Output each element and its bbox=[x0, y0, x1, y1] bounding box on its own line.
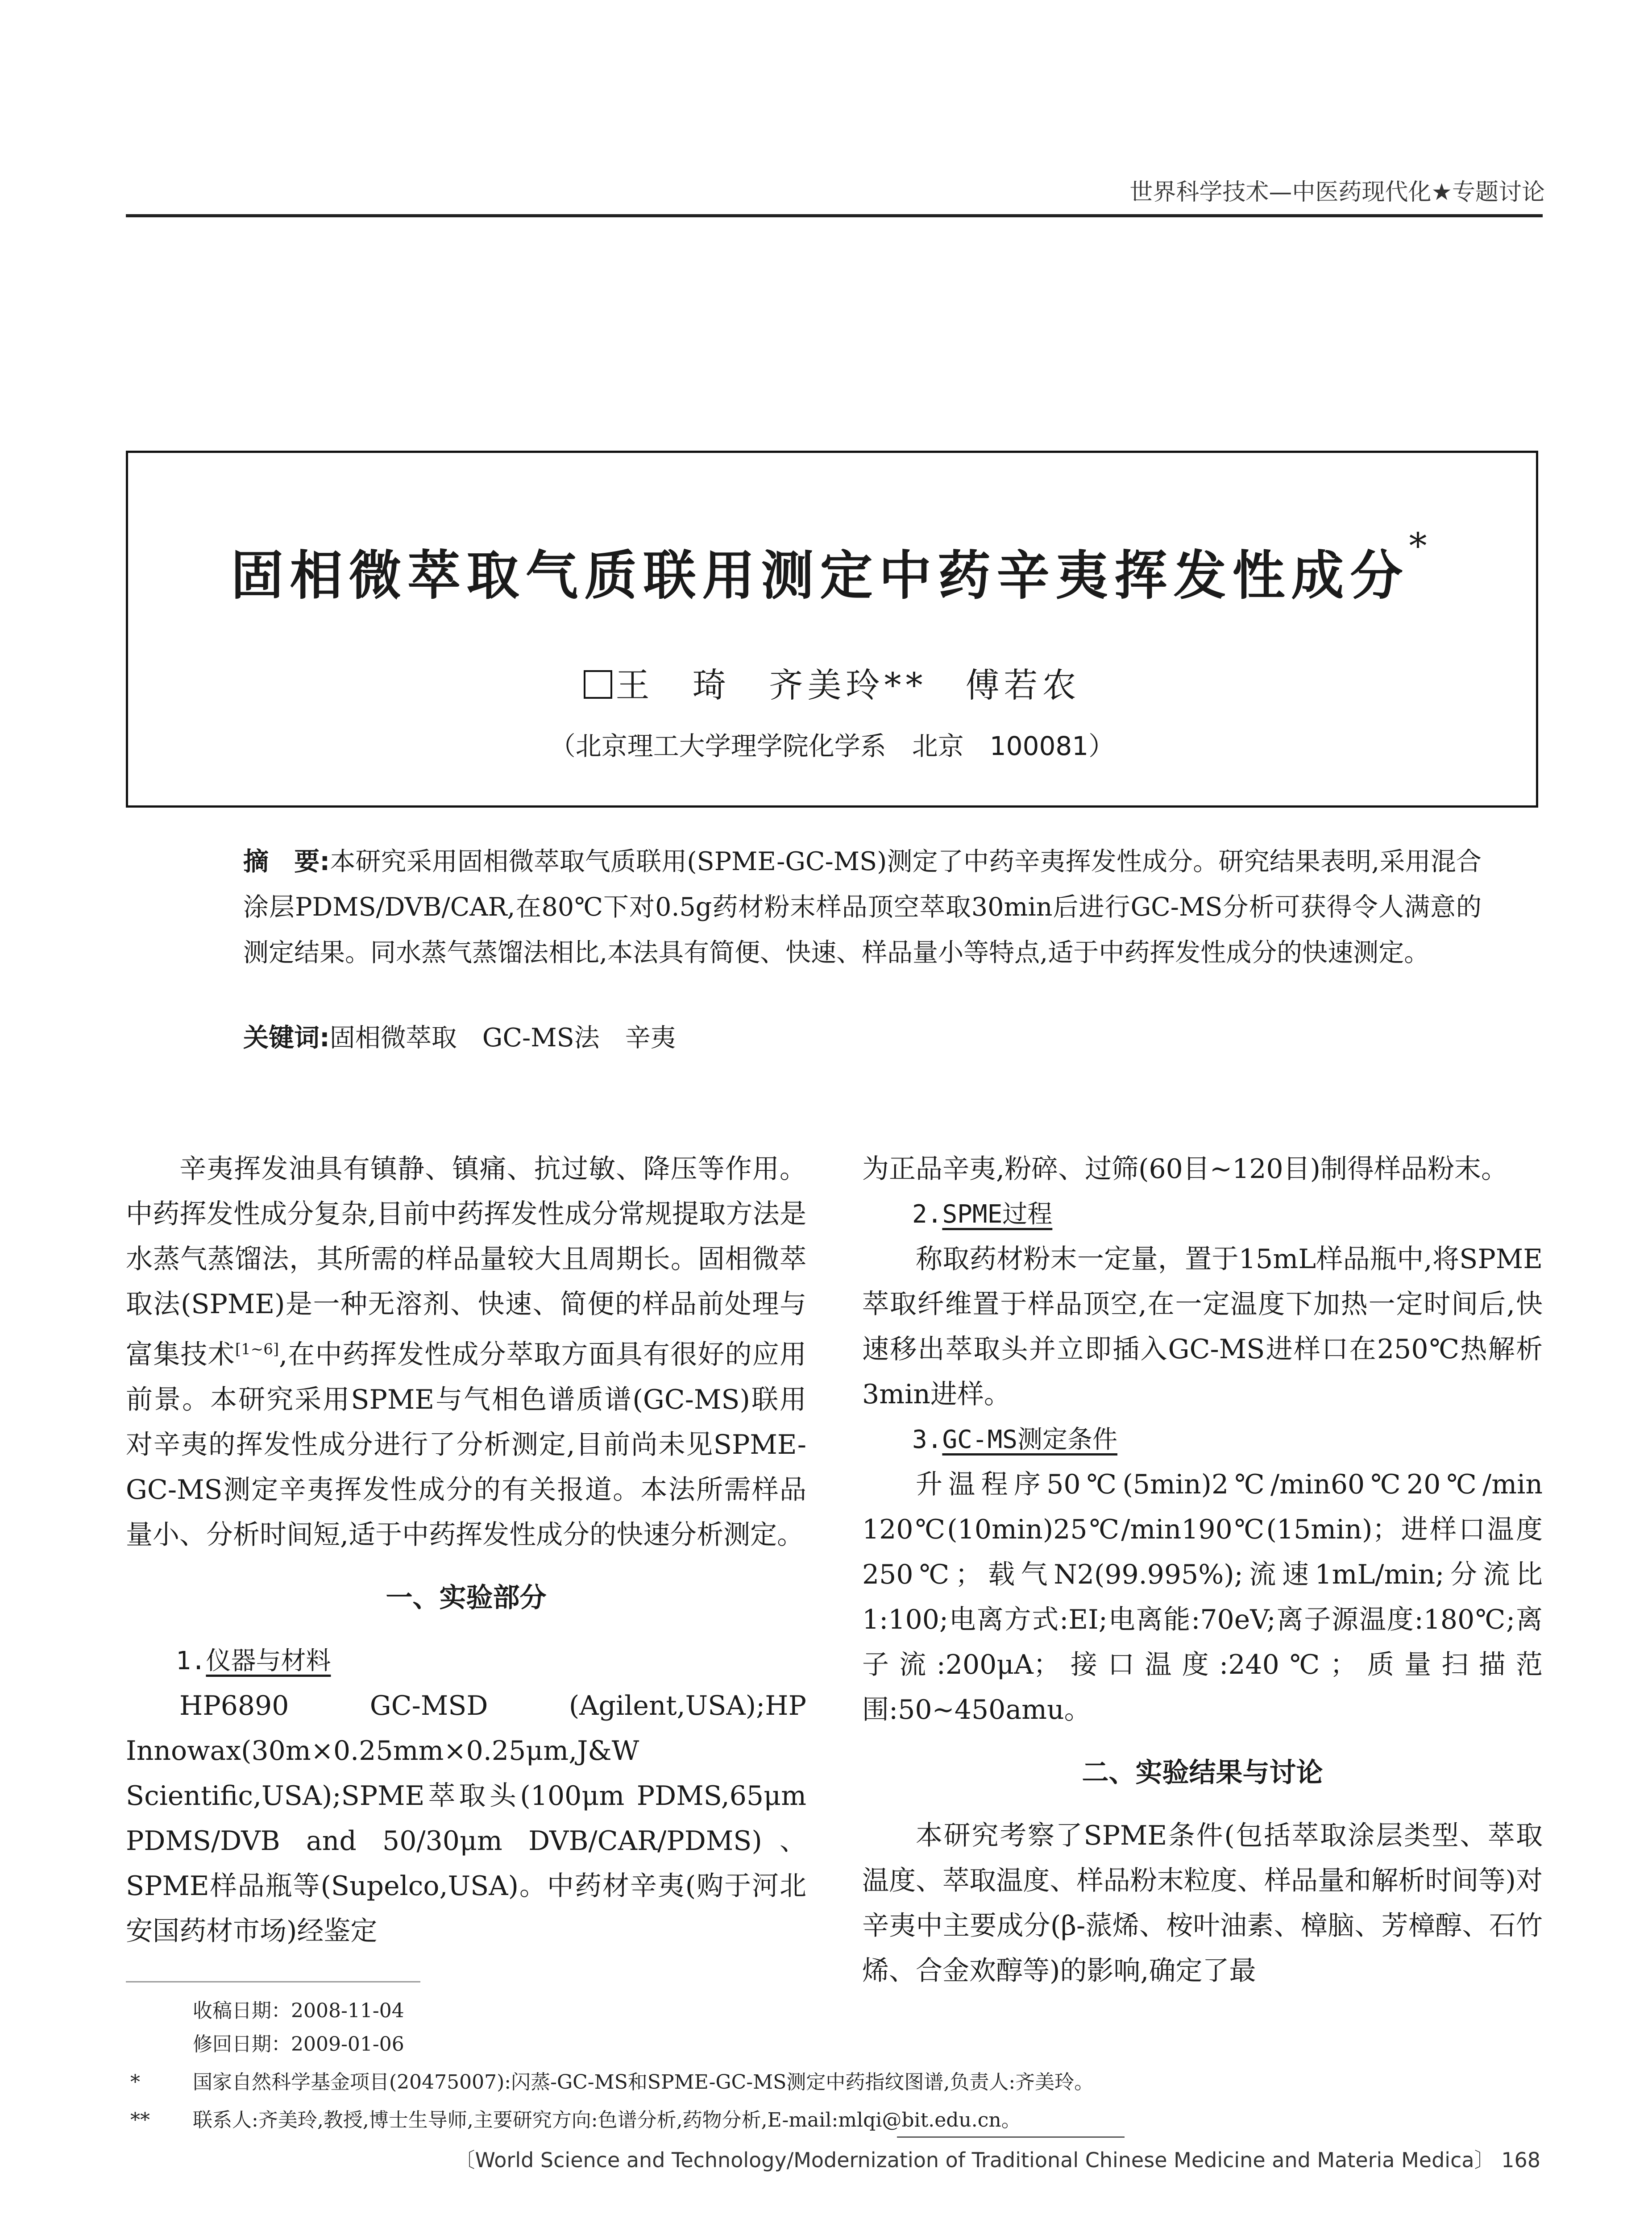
left-column bbox=[126, 1147, 806, 1954]
footnote-text: 联系人:齐美玲,教授,博士生导师,主要研究方向:色谱分析,药物分析,E-mail:mlqi@bit.edu.cn。 bbox=[193, 2109, 1021, 2131]
results-paragraph: 本研究考察了SPME条件(包括萃取涂层类型、萃取温度、萃取温度、样品粉末粒度、样品量和解析时间等)对辛夷中主要成分(β-蒎烯、桉叶油素、樟脑、芳樟醇、石竹烯、合金欢醇等)的影响,确定了最 bbox=[862, 1820, 1543, 1986]
footer-rule bbox=[897, 2136, 1125, 2138]
footnote-mark: * bbox=[130, 2071, 140, 2094]
spme-paragraph: 称取药材粉末一定量，置于15mL样品瓶中,将SPME萃取纤维置于样品顶空,在一定温度下加热一定时间后,快速移出萃取头并立即插入GC-MS进样口在250℃热解析3min进样。 bbox=[862, 1244, 1543, 1410]
footnote-rule bbox=[126, 1981, 420, 1982]
subsection-num: 1. bbox=[176, 1646, 206, 1675]
intro-text-a: 辛夷挥发油具有镇静、镇痛、抗过敏、降压等作用。中药挥发性成分复杂,目前中药挥发性成分常规提取方法是水蒸气蒸馏法，其所需的样品量较大且周期长。固相微萃取法(SPME)是一种无溶剂、快速、简便的样品前处理与富集技术 bbox=[126, 1153, 806, 1370]
keywords-label: 关键词: bbox=[243, 1023, 330, 1053]
authors bbox=[126, 658, 1538, 707]
subsection-title: 仪器与材料 bbox=[206, 1646, 331, 1675]
received-date: 收稿日期：2008-11-04 bbox=[193, 1999, 404, 2022]
revised-date: 修回日期：2009-01-06 bbox=[193, 2033, 404, 2056]
section-heading-experimental: 一、实验部分 bbox=[386, 1582, 547, 1613]
subsection-num: 3. bbox=[912, 1425, 942, 1454]
footnote-funding bbox=[130, 2066, 1094, 2094]
keywords-text: 固相微萃取 GC-MS法 辛夷 bbox=[329, 1023, 676, 1053]
instruments-paragraph: HP6890 GC-MSD (Agilent,USA);HP Innowax(30m×0.25mm×0.25μm,J&W Scientific,USA);SPME萃取头(100μm PDMS,65μm PDMS/DVB and 50/30μm DVB/CAR/PDMS)、SPME样品瓶等(Supelco,USA)。中药材辛夷(购于河北安国药材市场)经鉴定 bbox=[126, 1690, 806, 1947]
subsection-instruments bbox=[126, 1638, 806, 1684]
header-rule bbox=[126, 214, 1543, 217]
footnote-mark: ** bbox=[130, 2109, 150, 2131]
right-column bbox=[862, 1147, 1543, 1994]
gcms-paragraph: 升温程序50℃(5min)2℃/min60℃20℃/min 120℃(10min)25℃/min190℃(15min)；进样口温度250℃；载气N2(99.995%);流速1mL/min;分流比1:100;电离方式:EI;电离能:70eV;离子源温度:180℃;离子流:200μA；接口温度:240℃；质量扫描范围:50~450amu。 bbox=[862, 1469, 1543, 1725]
materials-continued: 为正品辛夷,粉碎、过筛(60目~120目)制得样品粉末。 bbox=[862, 1153, 1508, 1185]
page-footer: 〔World Science and Technology/Modernization of Traditional Chinese Medicine and Materia Medica〕 168 bbox=[454, 2148, 1540, 2172]
subsection-title: SPME过程 bbox=[942, 1200, 1053, 1229]
section-heading-results: 二、实验结果与讨论 bbox=[1082, 1757, 1323, 1788]
journal-header: 世界科学技术—中医药现代化★专题讨论 bbox=[1129, 179, 1545, 206]
intro-paragraph bbox=[126, 1147, 806, 1558]
paper-title bbox=[126, 525, 1538, 609]
abstract-label: 摘 要: bbox=[243, 847, 330, 876]
title-text: 固相微萃取气质联用测定中药辛夷挥发性成分 bbox=[231, 544, 1409, 606]
subsection-gcms bbox=[862, 1417, 1543, 1462]
author-names: 王 琦 齐美玲** 傅若农 bbox=[615, 665, 1081, 705]
affiliation: （北京理工大学理学院化学系 北京 100081） bbox=[549, 731, 1115, 761]
footnote-contact bbox=[130, 2104, 1021, 2132]
author-box-icon bbox=[584, 670, 612, 699]
abstract-text: 本研究采用固相微萃取气质联用(SPME-GC-MS)测定了中药辛夷挥发性成分。研究结果表明,采用混合涂层PDMS/DVB/CAR,在80℃下对0.5g药材粉末样品顶空萃取30min后进行GC-MS分析可获得令人满意的测定结果。同水蒸气蒸馏法相比,本法具有简便、快速、样品量小等特点,适于中药挥发性成分的快速测定。 bbox=[243, 847, 1482, 967]
subsection-spme bbox=[862, 1192, 1543, 1237]
title-footnote-mark: * bbox=[1409, 525, 1433, 567]
citation: [1~6] bbox=[235, 1340, 279, 1358]
subsection-title: GC-MS测定条件 bbox=[942, 1425, 1118, 1454]
subsection-num: 2. bbox=[912, 1200, 942, 1229]
keywords bbox=[243, 1017, 676, 1054]
abstract bbox=[243, 839, 1482, 975]
intro-text-b: ,在中药挥发性成分萃取方面具有很好的应用前景。本研究采用SPME与气相色谱质谱(GC-MS)联用对辛夷的挥发性成分进行了分析测定,目前尚未见SPME-GC-MS测定辛夷挥发性成分的有关报道。本法所需样品量小、分析时间短,适于中药挥发性成分的快速分析测定。 bbox=[126, 1339, 806, 1551]
footnote-text: 国家自然科学基金项目(20475007):闪蒸-GC-MS和SPME-GC-MS测定中药指纹图谱,负责人:齐美玲。 bbox=[193, 2071, 1094, 2094]
